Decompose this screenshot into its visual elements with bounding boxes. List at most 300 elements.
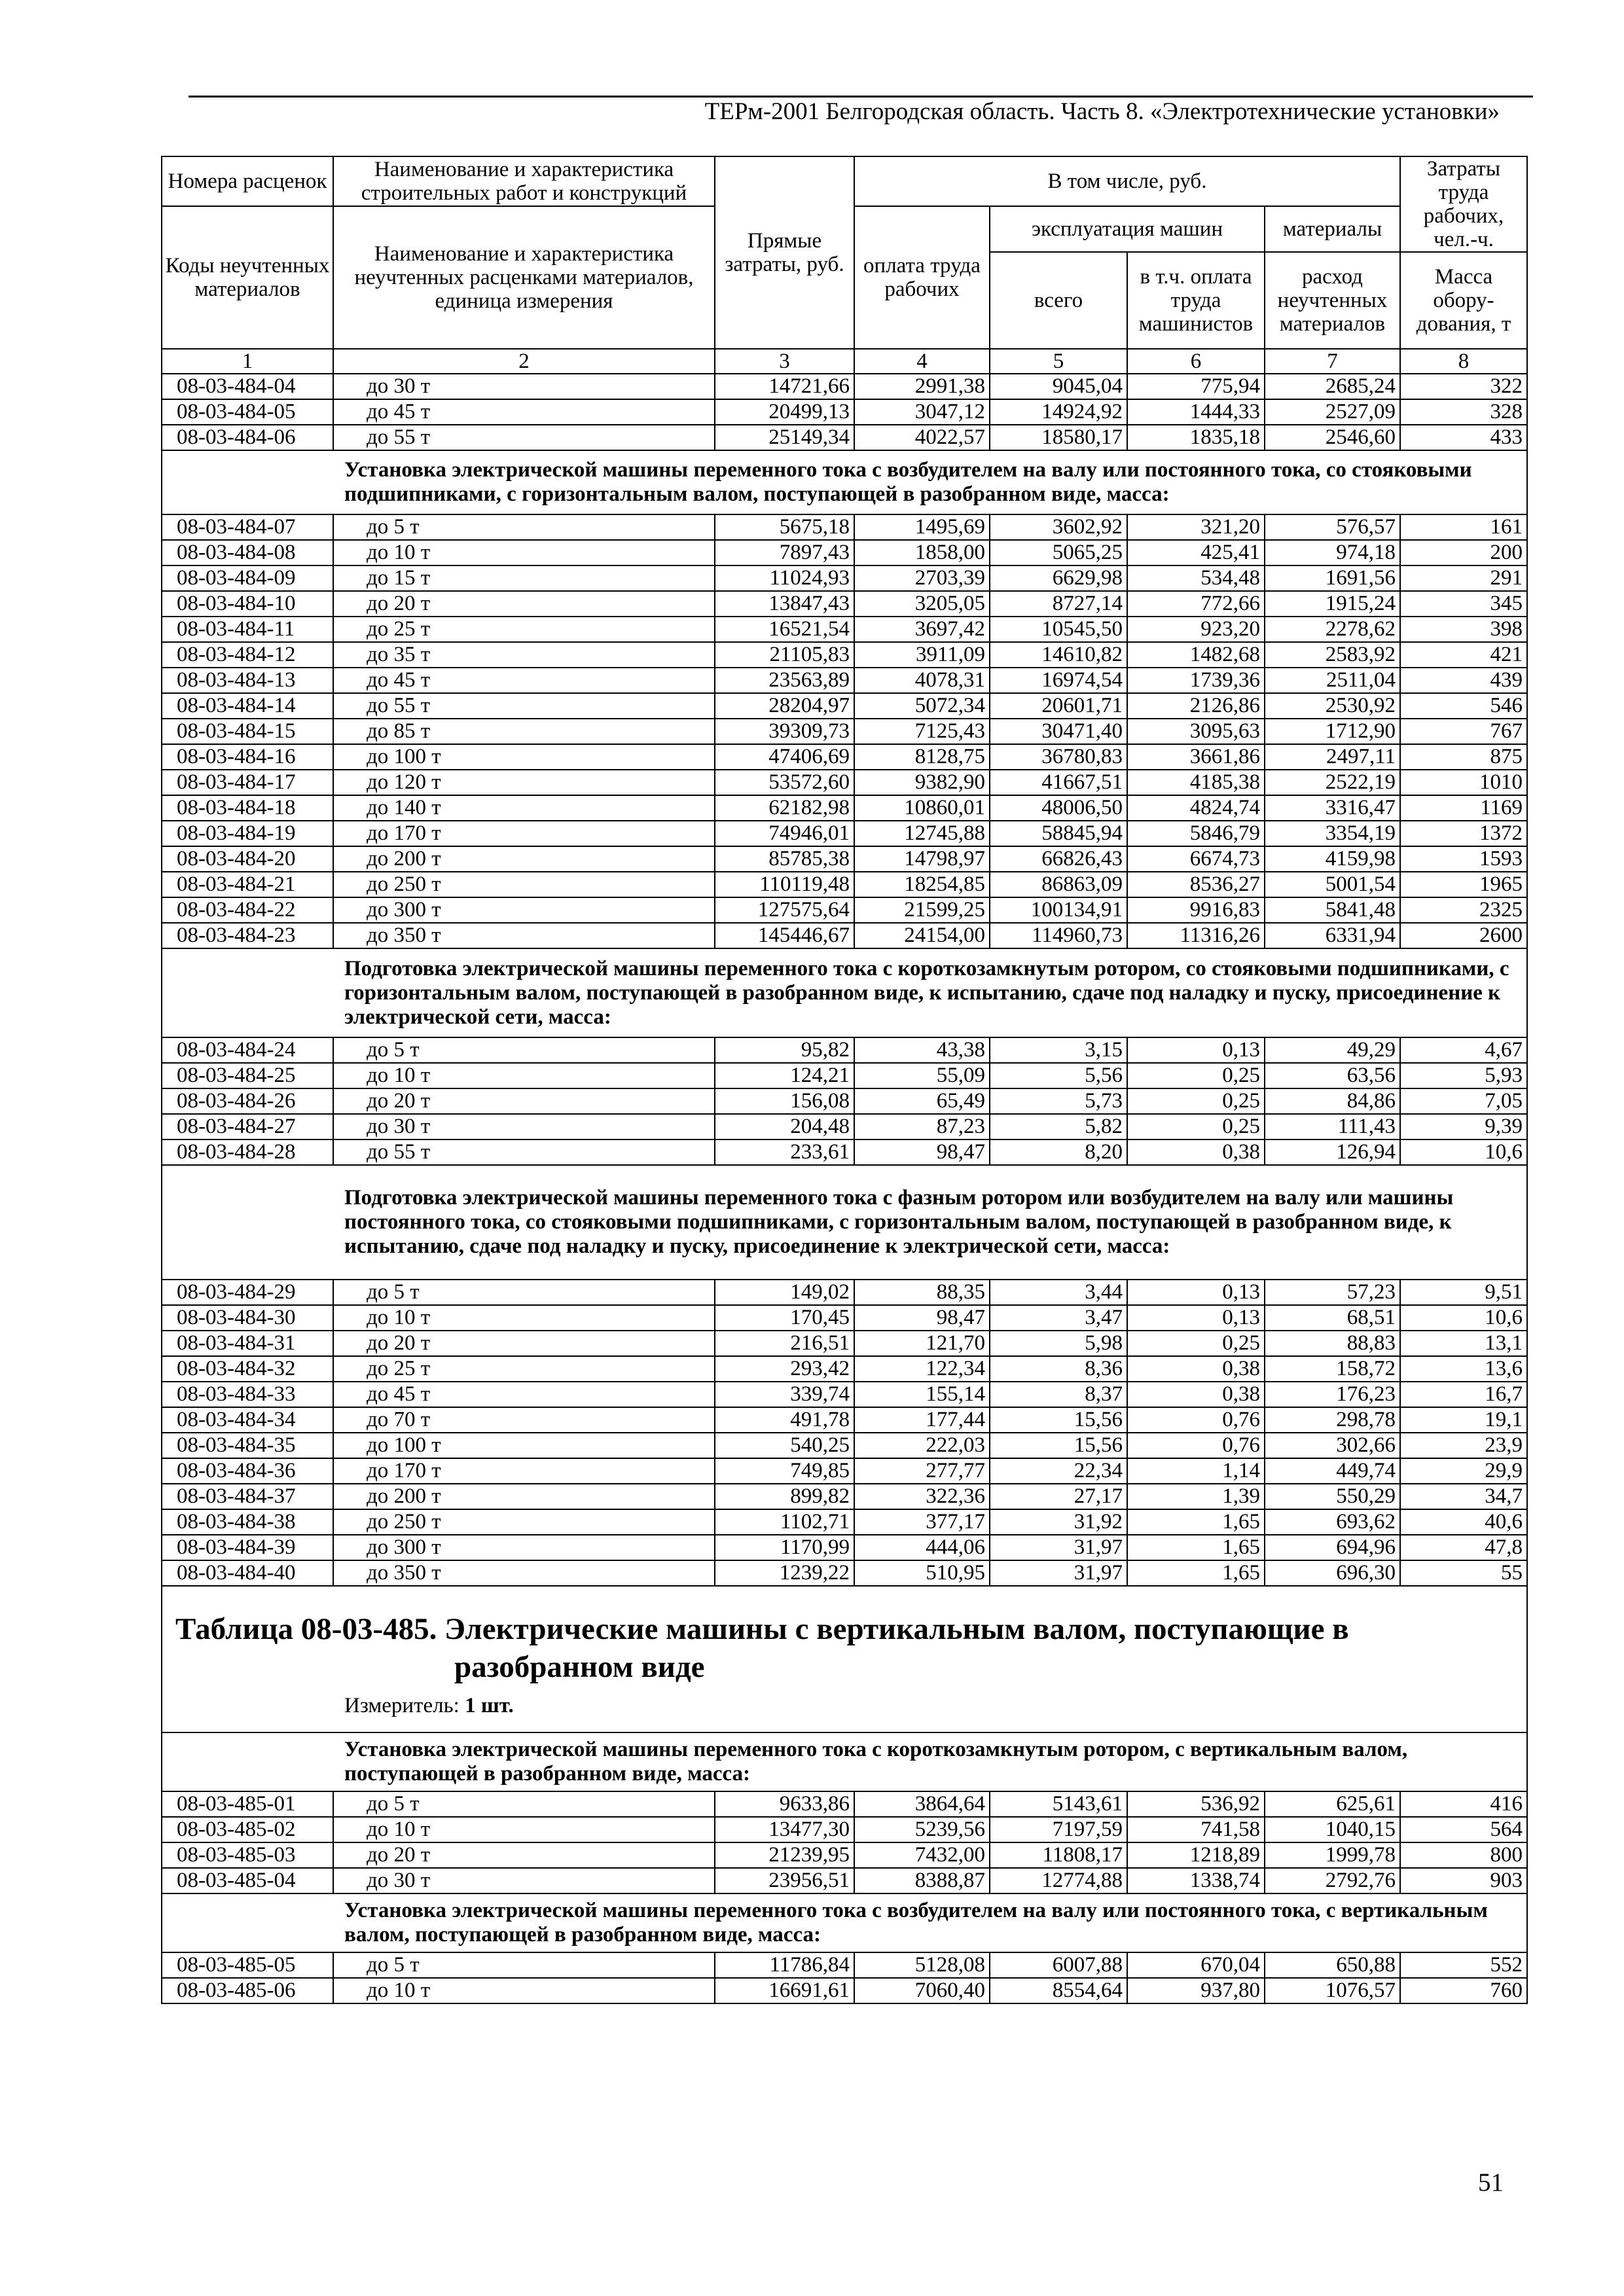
table-row (162, 1037, 1527, 1063)
value-cell: 1076,57 (1265, 1978, 1400, 2003)
value-cell: 62182,98 (715, 795, 854, 821)
value-cell: 1170,99 (715, 1535, 854, 1560)
value-cell: 1338,74 (1127, 1868, 1265, 1893)
value-cell: 2497,11 (1265, 744, 1400, 770)
header-material-names: Наименование и характеристика неучтенных расценками материалов, единица измерения (333, 206, 715, 349)
rate-code-cell: 08-03-484-10 (162, 591, 333, 617)
rate-code-cell: 08-03-484-22 (162, 897, 333, 923)
item-name-cell: до 30 т (333, 1114, 715, 1139)
value-cell: 29,9 (1400, 1458, 1527, 1484)
header-machinist-wages: в т.ч. оплата труда машинистов (1127, 252, 1265, 349)
value-cell: 0,13 (1127, 1305, 1265, 1331)
value-cell: 625,61 (1265, 1791, 1400, 1817)
section-heading: Установка электрической машины переменного тока с возбудителем на валу или постоянного тока, со стояковыми подшипниками, с горизонтальным валом, поступающей в разобранном виде, масса: (162, 450, 1527, 514)
value-cell: 158,72 (1265, 1356, 1400, 1382)
value-cell: 11024,93 (715, 565, 854, 591)
value-cell: 8,20 (990, 1139, 1127, 1165)
item-name-cell: до 120 т (333, 770, 715, 795)
running-header: ТЕРм-2001 Белгородская область. Часть 8. «Электротехнические установки» (704, 98, 1500, 125)
value-cell: 291 (1400, 565, 1527, 591)
value-cell: 14798,97 (854, 846, 990, 872)
item-name-cell: до 20 т (333, 1842, 715, 1868)
value-cell: 222,03 (854, 1433, 990, 1458)
rate-code-cell: 08-03-484-40 (162, 1560, 333, 1586)
value-cell: 6007,88 (990, 1952, 1127, 1978)
value-cell: 694,96 (1265, 1535, 1400, 1560)
header-materials-usage: расход неучтенных материалов (1265, 252, 1400, 349)
value-cell: 2583,92 (1265, 642, 1400, 668)
header-materials: материалы (1265, 206, 1400, 252)
value-cell: 2792,76 (1265, 1868, 1400, 1893)
table-row (162, 770, 1527, 795)
value-cell: 23,9 (1400, 1433, 1527, 1458)
rate-code-cell: 08-03-484-16 (162, 744, 333, 770)
value-cell: 552 (1400, 1952, 1527, 1978)
value-cell: 95,82 (715, 1037, 854, 1063)
value-cell: 767 (1400, 719, 1527, 744)
value-cell: 88,83 (1265, 1331, 1400, 1356)
header-labor-costs: Затраты труда рабочих, чел.-ч. (1400, 156, 1527, 252)
table-row (162, 1382, 1527, 1407)
header-work-name: Наименование и характеристика строительных работ и конструкций (333, 156, 715, 206)
section-heading: Установка электрической машины переменного тока с короткозамкнутым ротором, с вертикальным валом, поступающей в разобранном виде, масса: (162, 1732, 1527, 1791)
value-cell: 7432,00 (854, 1842, 990, 1868)
section-heading: Подготовка электрической машины переменного тока с фазным ротором или возбудителем на валу или машины постоянного тока, со стояковыми подшипниками, с горизонтальным валом, поступающей в разобранном виде, к испытанию, сдаче под наладку и пуску, присоединение к электрической сети, масса: (162, 1165, 1527, 1280)
item-name-cell: до 10 т (333, 1978, 715, 2003)
column-number: 7 (1265, 349, 1400, 374)
value-cell: 0,25 (1127, 1088, 1265, 1114)
header-direct-costs: Прямые затраты, руб. (715, 156, 854, 349)
table-row (162, 1280, 1527, 1305)
value-cell: 170,45 (715, 1305, 854, 1331)
header-wages: оплата труда рабочих (854, 206, 990, 349)
value-cell: 7897,43 (715, 540, 854, 565)
value-cell: 111,43 (1265, 1114, 1400, 1139)
value-cell: 11316,26 (1127, 923, 1265, 948)
table-row (162, 897, 1527, 923)
header-including: В том числе, руб. (854, 156, 1400, 206)
value-cell: 11808,17 (990, 1842, 1127, 1868)
value-cell: 55,09 (854, 1063, 990, 1088)
rate-code-cell: 08-03-484-13 (162, 668, 333, 693)
value-cell: 9,51 (1400, 1280, 1527, 1305)
table-row (162, 399, 1527, 425)
table-row (162, 744, 1527, 770)
value-cell: 0,25 (1127, 1331, 1265, 1356)
value-cell: 16521,54 (715, 617, 854, 642)
item-name-cell: до 25 т (333, 1356, 715, 1382)
table-row (162, 1842, 1527, 1868)
value-cell: 2278,62 (1265, 617, 1400, 642)
item-name-cell: до 45 т (333, 399, 715, 425)
column-number: 8 (1400, 349, 1527, 374)
value-cell: 1,65 (1127, 1509, 1265, 1535)
table-row (162, 1114, 1527, 1139)
item-name-cell: до 20 т (333, 591, 715, 617)
value-cell: 124,21 (715, 1063, 854, 1088)
value-cell: 760 (1400, 1978, 1527, 2003)
value-cell: 15,56 (990, 1433, 1127, 1458)
value-cell: 1915,24 (1265, 591, 1400, 617)
value-cell: 749,85 (715, 1458, 854, 1484)
value-cell: 8727,14 (990, 591, 1127, 617)
table-row (162, 425, 1527, 450)
rate-code-cell: 08-03-484-33 (162, 1382, 333, 1407)
value-cell: 4159,98 (1265, 846, 1400, 872)
table-header (162, 156, 1527, 374)
table-row (162, 1458, 1527, 1484)
item-name-cell: до 10 т (333, 1817, 715, 1842)
item-name-cell: до 30 т (333, 1868, 715, 1893)
value-cell: 1965 (1400, 872, 1527, 897)
table-row (162, 1433, 1527, 1458)
value-cell: 34,7 (1400, 1484, 1527, 1509)
value-cell: 0,38 (1127, 1356, 1265, 1382)
rate-code-cell: 08-03-485-05 (162, 1952, 333, 1978)
table-row (162, 1817, 1527, 1842)
rate-code-cell: 08-03-484-12 (162, 642, 333, 668)
value-cell: 8554,64 (990, 1978, 1127, 2003)
rate-code-cell: 08-03-484-39 (162, 1535, 333, 1560)
value-cell: 5675,18 (715, 514, 854, 540)
rate-code-cell: 08-03-484-38 (162, 1509, 333, 1535)
rate-code-cell: 08-03-484-24 (162, 1037, 333, 1063)
value-cell: 2511,04 (1265, 668, 1400, 693)
table-row (162, 591, 1527, 617)
value-cell: 534,48 (1127, 565, 1265, 591)
value-cell: 12774,88 (990, 1868, 1127, 1893)
rate-code-cell: 08-03-484-34 (162, 1407, 333, 1433)
item-name-cell: до 85 т (333, 719, 715, 744)
value-cell: 24154,00 (854, 923, 990, 948)
value-cell: 58845,94 (990, 821, 1127, 846)
value-cell: 1495,69 (854, 514, 990, 540)
value-cell: 2126,86 (1127, 693, 1265, 719)
rate-code-cell: 08-03-484-25 (162, 1063, 333, 1088)
value-cell: 5846,79 (1127, 821, 1265, 846)
rate-code-cell: 08-03-484-17 (162, 770, 333, 795)
value-cell: 433 (1400, 425, 1527, 450)
item-name-cell: до 55 т (333, 693, 715, 719)
value-cell: 1,14 (1127, 1458, 1265, 1484)
value-cell: 1102,71 (715, 1509, 854, 1535)
value-cell: 1444,33 (1127, 399, 1265, 425)
value-cell: 7125,43 (854, 719, 990, 744)
value-cell: 5,82 (990, 1114, 1127, 1139)
value-cell: 8388,87 (854, 1868, 990, 1893)
value-cell: 7060,40 (854, 1978, 990, 2003)
section-heading: Установка электрической машины переменного тока с возбудителем на валу или постоянного тока, с вертикальным валом, поступающей в разобранном виде, масса: (162, 1893, 1527, 1952)
header-equipment-mass: Масса обору-дования, т (1400, 252, 1527, 349)
value-cell: 5072,34 (854, 693, 990, 719)
table-row (162, 642, 1527, 668)
value-cell: 9382,90 (854, 770, 990, 795)
value-cell: 200 (1400, 540, 1527, 565)
item-name-cell: до 250 т (333, 1509, 715, 1535)
rate-code-cell: 08-03-484-04 (162, 374, 333, 399)
value-cell: 11786,84 (715, 1952, 854, 1978)
table-row (162, 1484, 1527, 1509)
column-number: 5 (990, 349, 1127, 374)
table-485-title-block (162, 1586, 1527, 1732)
value-cell: 1372 (1400, 821, 1527, 846)
value-cell: 5,73 (990, 1088, 1127, 1114)
value-cell: 328 (1400, 399, 1527, 425)
value-cell: 670,04 (1127, 1952, 1265, 1978)
value-cell: 775,94 (1127, 374, 1265, 399)
table-row (162, 565, 1527, 591)
value-cell: 0,76 (1127, 1407, 1265, 1433)
column-number: 3 (715, 349, 854, 374)
column-number: 6 (1127, 349, 1265, 374)
table-row (162, 693, 1527, 719)
item-name-cell: до 5 т (333, 1037, 715, 1063)
rate-code-cell: 08-03-484-23 (162, 923, 333, 948)
value-cell: 0,25 (1127, 1114, 1265, 1139)
value-cell: 204,48 (715, 1114, 854, 1139)
value-cell: 7197,59 (990, 1817, 1127, 1842)
item-name-cell: до 70 т (333, 1407, 715, 1433)
value-cell: 84,86 (1265, 1088, 1400, 1114)
rate-code-cell: 08-03-485-06 (162, 1978, 333, 2003)
header-machines-total: всего (990, 252, 1127, 349)
value-cell: 39309,73 (715, 719, 854, 744)
value-cell: 650,88 (1265, 1952, 1400, 1978)
value-cell: 28204,97 (715, 693, 854, 719)
value-cell: 110119,48 (715, 872, 854, 897)
item-name-cell: до 350 т (333, 923, 715, 948)
value-cell: 156,08 (715, 1088, 854, 1114)
value-cell: 12745,88 (854, 821, 990, 846)
value-cell: 55 (1400, 1560, 1527, 1586)
rate-code-cell: 08-03-484-09 (162, 565, 333, 591)
item-name-cell: до 5 т (333, 1791, 715, 1817)
value-cell: 1593 (1400, 846, 1527, 872)
column-number: 1 (162, 349, 333, 374)
value-cell: 0,38 (1127, 1382, 1265, 1407)
item-name-cell: до 10 т (333, 1063, 715, 1088)
value-cell: 3,15 (990, 1037, 1127, 1063)
value-cell: 8,37 (990, 1382, 1127, 1407)
item-name-cell: до 10 т (333, 540, 715, 565)
value-cell: 6674,73 (1127, 846, 1265, 872)
value-cell: 40,6 (1400, 1509, 1527, 1535)
value-cell: 2527,09 (1265, 399, 1400, 425)
table-row (162, 374, 1527, 399)
value-cell: 74946,01 (715, 821, 854, 846)
rate-code-cell: 08-03-484-20 (162, 846, 333, 872)
value-cell: 0,13 (1127, 1280, 1265, 1305)
value-cell: 277,77 (854, 1458, 990, 1484)
value-cell: 177,44 (854, 1407, 990, 1433)
value-cell: 3602,92 (990, 514, 1127, 540)
value-cell: 293,42 (715, 1356, 854, 1382)
table-row (162, 1331, 1527, 1356)
value-cell: 10,6 (1400, 1139, 1527, 1165)
rate-code-cell: 08-03-484-21 (162, 872, 333, 897)
value-cell: 0,13 (1127, 1037, 1265, 1063)
value-cell: 10,6 (1400, 1305, 1527, 1331)
value-cell: 1,65 (1127, 1560, 1265, 1586)
value-cell: 3047,12 (854, 399, 990, 425)
value-cell: 345 (1400, 591, 1527, 617)
section-heading: Подготовка электрической машины переменного тока с короткозамкнутым ротором, со стояковыми подшипниками, с горизонтальным валом, поступающей в разобранном виде, к испытанию, сдаче под наладку и пуску, присоединение к электрической сети, масса: (162, 948, 1527, 1037)
value-cell: 43,38 (854, 1037, 990, 1063)
rate-code-cell: 08-03-484-35 (162, 1433, 333, 1458)
rate-code-cell: 08-03-484-08 (162, 540, 333, 565)
table-row (162, 923, 1527, 948)
value-cell: 9045,04 (990, 374, 1127, 399)
value-cell: 875 (1400, 744, 1527, 770)
value-cell: 155,14 (854, 1382, 990, 1407)
unit-line (175, 1691, 1513, 1720)
item-name-cell: до 30 т (333, 374, 715, 399)
value-cell: 8536,27 (1127, 872, 1265, 897)
value-cell: 176,23 (1265, 1382, 1400, 1407)
value-cell: 2530,92 (1265, 693, 1400, 719)
value-cell: 121,70 (854, 1331, 990, 1356)
value-cell: 48006,50 (990, 795, 1127, 821)
value-cell: 772,66 (1127, 591, 1265, 617)
value-cell: 800 (1400, 1842, 1527, 1868)
rate-code-cell: 08-03-484-32 (162, 1356, 333, 1382)
value-cell: 88,35 (854, 1280, 990, 1305)
item-name-cell: до 15 т (333, 565, 715, 591)
value-cell: 14721,66 (715, 374, 854, 399)
value-cell: 85785,38 (715, 846, 854, 872)
value-cell: 5143,61 (990, 1791, 1127, 1817)
value-cell: 491,78 (715, 1407, 854, 1433)
value-cell: 5128,08 (854, 1952, 990, 1978)
value-cell: 4078,31 (854, 668, 990, 693)
value-cell: 3697,42 (854, 617, 990, 642)
value-cell: 22,34 (990, 1458, 1127, 1484)
table-title: Таблица 08-03-485. Электрические машины с вертикальным валом, поступающие в разобранном виде (175, 1612, 1349, 1684)
table-row (162, 872, 1527, 897)
value-cell: 7,05 (1400, 1088, 1527, 1114)
value-cell: 5239,56 (854, 1817, 990, 1842)
value-cell: 2703,39 (854, 565, 990, 591)
value-cell: 36780,83 (990, 744, 1127, 770)
value-cell: 149,02 (715, 1280, 854, 1305)
table-row (162, 617, 1527, 642)
item-name-cell: до 170 т (333, 821, 715, 846)
rate-code-cell: 08-03-485-04 (162, 1868, 333, 1893)
value-cell: 21105,83 (715, 642, 854, 668)
rate-code-cell: 08-03-484-19 (162, 821, 333, 846)
value-cell: 1010 (1400, 770, 1527, 795)
item-name-cell: до 350 т (333, 1560, 715, 1586)
item-name-cell: до 55 т (333, 1139, 715, 1165)
value-cell: 233,61 (715, 1139, 854, 1165)
value-cell: 13,1 (1400, 1331, 1527, 1356)
value-cell: 903 (1400, 1868, 1527, 1893)
value-cell: 41667,51 (990, 770, 1127, 795)
value-cell: 439 (1400, 668, 1527, 693)
rate-code-cell: 08-03-484-11 (162, 617, 333, 642)
value-cell: 1999,78 (1265, 1842, 1400, 1868)
value-cell: 98,47 (854, 1139, 990, 1165)
rate-code-cell: 08-03-484-31 (162, 1331, 333, 1356)
value-cell: 1169 (1400, 795, 1527, 821)
rate-code-cell: 08-03-484-37 (162, 1484, 333, 1509)
value-cell: 398 (1400, 617, 1527, 642)
table-row (162, 1560, 1527, 1586)
value-cell: 18580,17 (990, 425, 1127, 450)
value-cell: 322,36 (854, 1484, 990, 1509)
value-cell: 47,8 (1400, 1535, 1527, 1560)
value-cell: 86863,09 (990, 872, 1127, 897)
value-cell: 1691,56 (1265, 565, 1400, 591)
value-cell: 693,62 (1265, 1509, 1400, 1535)
item-name-cell: до 100 т (333, 744, 715, 770)
value-cell: 1835,18 (1127, 425, 1265, 450)
value-cell: 0,38 (1127, 1139, 1265, 1165)
rate-code-cell: 08-03-484-14 (162, 693, 333, 719)
value-cell: 8,36 (990, 1356, 1127, 1382)
value-cell: 13847,43 (715, 591, 854, 617)
rate-code-cell: 08-03-484-15 (162, 719, 333, 744)
value-cell: 65,49 (854, 1088, 990, 1114)
value-cell: 9916,83 (1127, 897, 1265, 923)
table-row (162, 514, 1527, 540)
value-cell: 421 (1400, 642, 1527, 668)
value-cell: 302,66 (1265, 1433, 1400, 1458)
value-cell: 0,25 (1127, 1063, 1265, 1088)
value-cell: 1218,89 (1127, 1842, 1265, 1868)
value-cell: 19,1 (1400, 1407, 1527, 1433)
column-number: 4 (854, 349, 990, 374)
value-cell: 546 (1400, 693, 1527, 719)
table-row (162, 1356, 1527, 1382)
value-cell: 1239,22 (715, 1560, 854, 1586)
value-cell: 3316,47 (1265, 795, 1400, 821)
value-cell: 2685,24 (1265, 374, 1400, 399)
item-name-cell: до 200 т (333, 846, 715, 872)
value-cell: 145446,67 (715, 923, 854, 948)
header-rate-numbers: Номера расценок (162, 156, 333, 206)
value-cell: 20601,71 (990, 693, 1127, 719)
table-row (162, 719, 1527, 744)
value-cell: 576,57 (1265, 514, 1400, 540)
value-cell: 10545,50 (990, 617, 1127, 642)
value-cell: 4185,38 (1127, 770, 1265, 795)
value-cell: 540,25 (715, 1433, 854, 1458)
value-cell: 449,74 (1265, 1458, 1400, 1484)
value-cell: 377,17 (854, 1509, 990, 1535)
value-cell: 4,67 (1400, 1037, 1527, 1063)
table-row (162, 1305, 1527, 1331)
value-cell: 1482,68 (1127, 642, 1265, 668)
value-cell: 31,97 (990, 1535, 1127, 1560)
value-cell: 216,51 (715, 1331, 854, 1356)
value-cell: 6629,98 (990, 565, 1127, 591)
table-row (162, 1868, 1527, 1893)
value-cell: 114960,73 (990, 923, 1127, 948)
value-cell: 10860,01 (854, 795, 990, 821)
value-cell: 21239,95 (715, 1842, 854, 1868)
value-cell: 923,20 (1127, 617, 1265, 642)
value-cell: 3205,05 (854, 591, 990, 617)
unit-label: Измеритель: (344, 1694, 460, 1717)
value-cell: 416 (1400, 1791, 1527, 1817)
value-cell: 20499,13 (715, 399, 854, 425)
table-row (162, 668, 1527, 693)
value-cell: 5841,48 (1265, 897, 1400, 923)
value-cell: 66826,43 (990, 846, 1127, 872)
table-row (162, 1088, 1527, 1114)
item-name-cell: до 55 т (333, 425, 715, 450)
